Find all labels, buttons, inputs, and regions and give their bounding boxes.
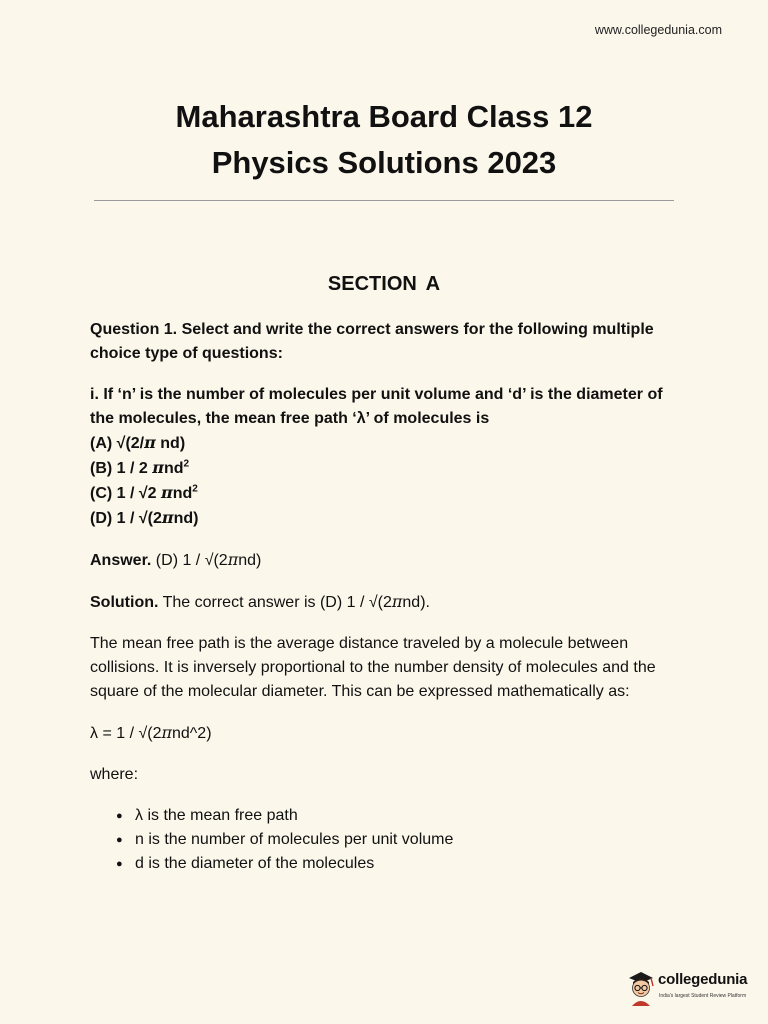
collegedunia-logo[interactable]: [626, 966, 756, 1012]
list-item: ● n is the number of molecules per unit volume: [116, 828, 690, 852]
answer-label: Answer.: [90, 552, 152, 569]
definition-list: [90, 804, 690, 876]
list-item: ● λ is the mean free path: [116, 804, 690, 828]
formula: λ = 1 / √(2πnd^2): [90, 723, 212, 742]
question-text: Question 1. Select and write the correct answers for the following multiple choice type of questions:: [90, 321, 654, 362]
site-url[interactable]: www.collegedunia.com: [594, 23, 722, 37]
option-b: (B) 1 / 2 πnd$^2$: [90, 458, 190, 477]
logo-tagline: India's largest Student Review Platform: [659, 993, 747, 999]
explanation-paragraph: The mean free path is the average distance traveled by a molecule between collisions. It is inversely proportional to the number density of molecules and the square of the molecular diameter. This can be expressed mathematically as:: [90, 635, 656, 700]
list-item: ● d is the diameter of the molecules: [116, 852, 690, 876]
answer-line: Answer. (D) 1 / √(2πnd): [90, 550, 262, 569]
title-line-2: Physics Solutions 2023: [211, 145, 557, 180]
solution-line: Solution. The correct answer is (D) 1 / √(2πnd).: [90, 592, 430, 611]
logo-name: collegedunia: [658, 971, 748, 988]
sub-question-block: [90, 383, 690, 531]
title-line-1: Maharashtra Board Class 12: [175, 99, 593, 134]
where-label: where:: [90, 766, 139, 783]
title-divider: [94, 200, 674, 201]
section-heading: SECTION A: [327, 273, 441, 295]
sub-question-text: i. If ‘n’ is the number of molecules per unit volume and ‘d’ is the diameter of the molecules, the mean free path ‘λ’ of molecules is: [90, 386, 663, 427]
solution-label: Solution.: [90, 594, 159, 611]
mascot-icon: [626, 968, 656, 1008]
page-title: [0, 94, 768, 186]
document-body: [90, 318, 690, 876]
option-a: (A) √(2/π nd): [90, 433, 186, 452]
option-d: (D) 1 / √(2πnd): [90, 508, 199, 527]
option-c: (C) 1 / √2 πnd$^2$: [90, 483, 198, 502]
